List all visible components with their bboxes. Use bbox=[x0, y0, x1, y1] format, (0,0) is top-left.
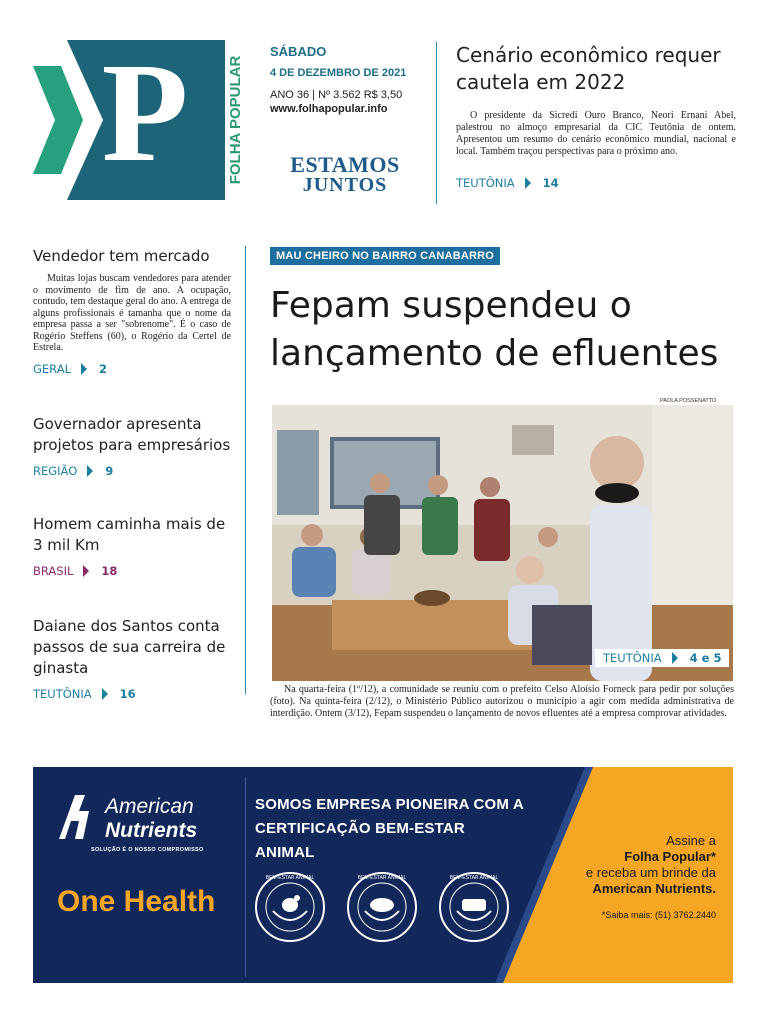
top-story-section-link[interactable] bbox=[456, 176, 736, 190]
american-nutrients-logo bbox=[55, 791, 255, 851]
main-photo[interactable] bbox=[272, 405, 733, 681]
brand-mark-icon bbox=[55, 791, 255, 851]
left-story-title[interactable]: Daiane dos Santos conta passos de sua carreira de ginasta bbox=[33, 616, 226, 677]
cow-seal-icon bbox=[435, 867, 513, 951]
section-label: BRASIL bbox=[33, 563, 74, 578]
photo-credit: PAOLA POSSENATTO bbox=[660, 398, 717, 404]
top-story-body: O presidente da Sicredi Ouro Branco, Neori Ernani Abel, palestrou no almoço empresarial da CIC Teutônia de ontem. Apresentou um resumo do cenário econômico mundial, nacional e local. Também traçou perspectivas para o próximo ano. bbox=[456, 110, 736, 157]
campaign-logo bbox=[270, 152, 420, 196]
section-link[interactable] bbox=[33, 564, 231, 578]
chevron-right-icon bbox=[672, 652, 678, 664]
main-headline[interactable] bbox=[270, 282, 740, 378]
advertisement-banner[interactable] bbox=[33, 767, 733, 983]
svg-text:Nutrients: Nutrients bbox=[105, 819, 198, 842]
issue-date: 4 DE DEZEMBRO DE 2021 bbox=[270, 67, 407, 79]
left-story[interactable] bbox=[33, 246, 231, 376]
headline-line: lançamento de efluentes bbox=[270, 333, 719, 374]
left-story-title[interactable]: Homem caminha mais de 3 mil Km bbox=[33, 514, 226, 554]
left-story-title[interactable]: Governador apresenta projetos para empresários bbox=[33, 414, 231, 454]
chevron-right-icon bbox=[81, 363, 87, 375]
left-column bbox=[33, 246, 231, 701]
top-story-title[interactable]: Cenário econômico requer cautela em 2022 bbox=[456, 43, 721, 94]
ad-headline bbox=[255, 793, 525, 865]
campaign-line1: ESTAMOS bbox=[290, 152, 400, 177]
page-number: 16 bbox=[119, 686, 136, 701]
meeting-photo-image bbox=[272, 405, 733, 681]
column-divider bbox=[245, 246, 246, 694]
svg-text:American: American bbox=[105, 795, 194, 818]
top-story[interactable] bbox=[456, 42, 736, 190]
masthead-logo[interactable] bbox=[33, 40, 244, 200]
left-story[interactable] bbox=[33, 514, 231, 578]
pig-seal-icon bbox=[343, 867, 421, 951]
promo-line: Folha Popular* bbox=[624, 849, 716, 864]
issue-day: SÁBADO bbox=[270, 44, 327, 59]
left-story[interactable] bbox=[33, 616, 231, 701]
issue-info bbox=[270, 44, 420, 115]
svg-text:BEM-ESTAR ANIMAL: BEM-ESTAR ANIMAL bbox=[357, 875, 407, 881]
page-number: 14 bbox=[542, 176, 559, 190]
section-label: REGIÃO bbox=[33, 463, 78, 478]
left-story-title[interactable]: Vendedor tem mercado bbox=[33, 247, 210, 265]
promo-line: American Nutrients. bbox=[592, 881, 716, 896]
ad-headline-line: CERTIFICAÇÃO BEM-ESTAR ANIMAL bbox=[255, 820, 465, 861]
ad-tagline: SOLUÇÃO É O NOSSO COMPROMISSO bbox=[91, 847, 204, 853]
folha-popular-logo-icon bbox=[33, 40, 225, 200]
promo-line: e receba um brinde da bbox=[585, 865, 716, 880]
section-label: TEUTÔNIA bbox=[603, 651, 662, 665]
campaign-line2: JUNTOS bbox=[302, 174, 388, 196]
brand-vertical bbox=[227, 40, 245, 200]
promo-line: Assine a bbox=[666, 833, 716, 848]
headline-line: Fepam suspendeu o bbox=[270, 285, 632, 326]
svg-text:P: P bbox=[101, 40, 189, 191]
column-divider bbox=[436, 42, 437, 204]
section-link[interactable] bbox=[33, 687, 231, 701]
page-number: 18 bbox=[101, 563, 118, 578]
chevron-right-icon bbox=[83, 565, 89, 577]
main-story-kicker: MAU CHEIRO NO BAIRRO CANABARRO bbox=[270, 247, 500, 265]
page-number: 2 bbox=[98, 361, 107, 376]
left-story-body: Muitas lojas buscam vendedores para atender o movimento de fim de ano. A ocupação, contudo, tem destaque geral do ano. A entrega de alguns profissionais é tamanha que o nome da empresa passa a ser "sobrenome". É o caso de Rogério Steffens (60), o Rogério da Certel de Estrela. bbox=[33, 273, 231, 353]
section-link[interactable] bbox=[33, 464, 231, 478]
certification-seals bbox=[251, 867, 521, 957]
page-number: 9 bbox=[105, 463, 114, 478]
chevron-right-icon bbox=[87, 465, 93, 477]
section-link[interactable] bbox=[33, 362, 231, 376]
one-health-title: One Health bbox=[57, 885, 216, 918]
chevron-right-icon bbox=[102, 688, 108, 700]
svg-text:FOLHA POPULAR: FOLHA POPULAR bbox=[227, 55, 244, 185]
section-label: TEUTÔNIA bbox=[33, 686, 92, 701]
issue-number: ANO 36 | Nº 3.562 R$ 3,50 bbox=[270, 89, 403, 101]
section-label: TEUTÔNIA bbox=[456, 176, 515, 190]
photo-section-link[interactable] bbox=[595, 649, 729, 667]
section-label: GERAL bbox=[33, 361, 71, 376]
left-story[interactable] bbox=[33, 414, 231, 478]
photo-caption: Na quarta-feira (1º/12), a comunidade se reuniu com o prefeito Celso Aloísio Forneck para pedir por soluções (foto). Na quinta-feira (2/12), o Ministério Público autorizou o município a agir com medida administrativa de interdição. Ontem (3/12), Fepam suspendeu o lançamento de novos efluentes até a empresa comprovar atividades. bbox=[270, 684, 734, 719]
svg-text:BEM-ESTAR ANIMAL: BEM-ESTAR ANIMAL bbox=[265, 875, 315, 881]
svg-text:BEM-ESTAR ANIMAL: BEM-ESTAR ANIMAL bbox=[449, 875, 499, 881]
ad-headline-line: SOMOS EMPRESA PIONEIRA COM A bbox=[255, 796, 524, 813]
chevron-right-icon bbox=[525, 177, 531, 189]
website-link[interactable]: www.folhapopular.info bbox=[270, 103, 388, 115]
chicken-seal-icon bbox=[251, 867, 329, 951]
ad-divider bbox=[245, 777, 246, 977]
promo-note: *Saiba mais: (51) 3762.2440 bbox=[601, 910, 716, 920]
page-number: 4 e 5 bbox=[689, 651, 722, 665]
promo-text bbox=[553, 833, 716, 923]
